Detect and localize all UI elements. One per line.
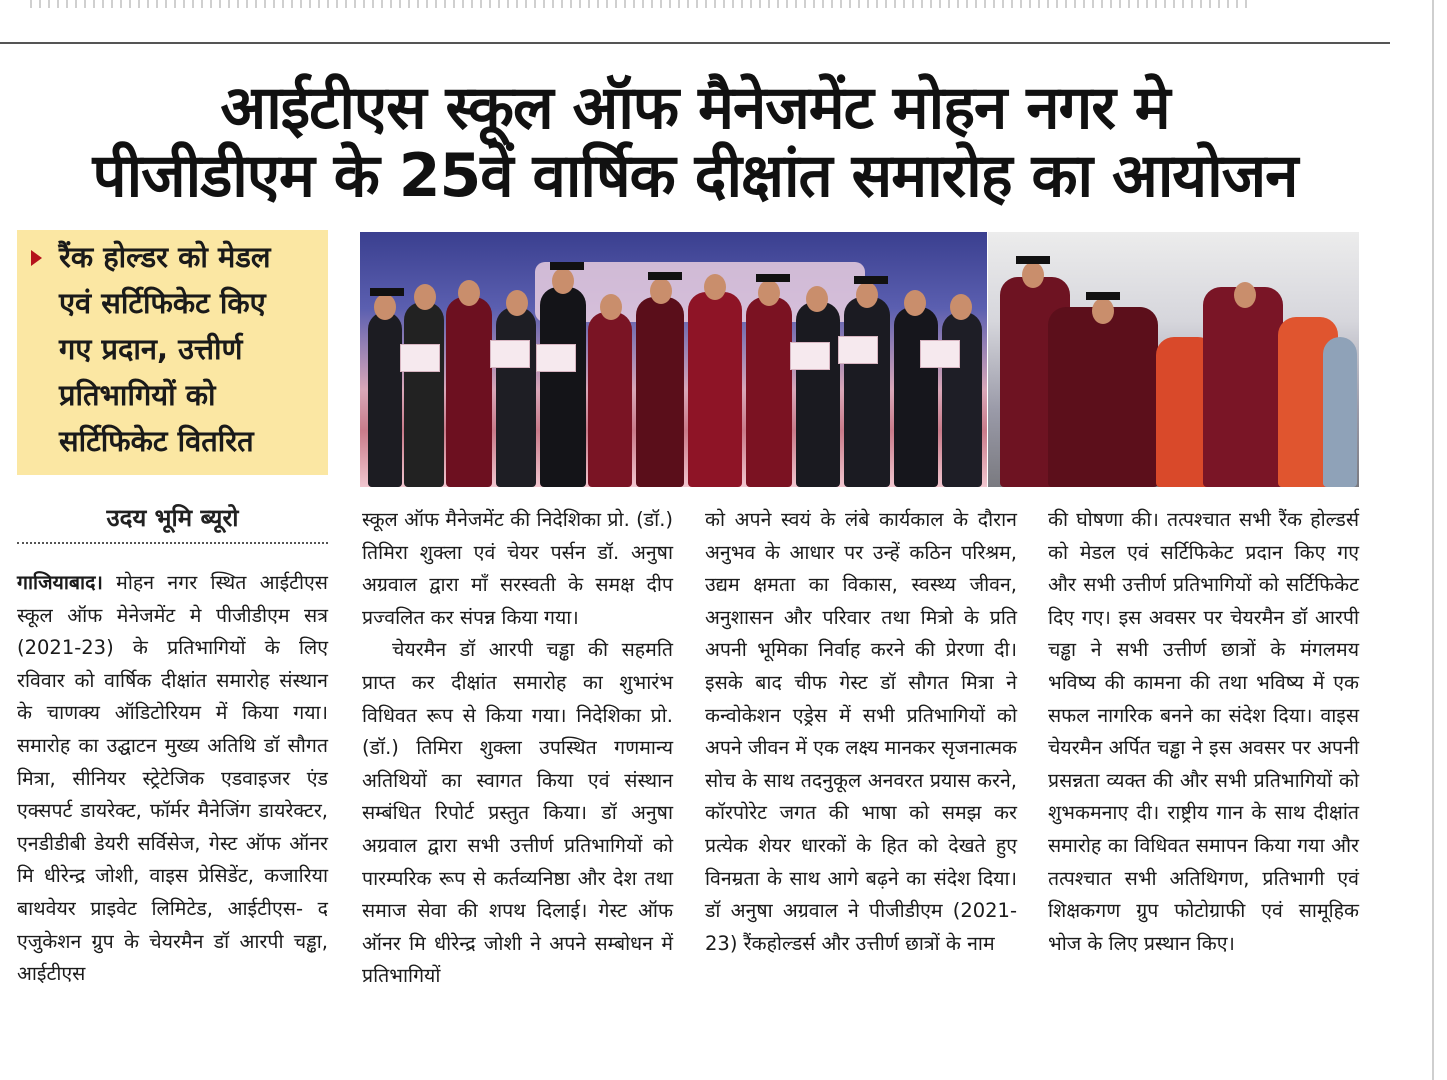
- graduate-figure: [942, 312, 982, 487]
- graduate-figure: [844, 297, 890, 487]
- graduate-head: [458, 280, 480, 306]
- graduation-cap: [370, 288, 404, 296]
- byline-block: [17, 500, 328, 544]
- column-text: मोहन नगर स्थित आईटीएस स्कूल ऑफ मेनेजमेंट मे पीजीडीएम सत्र (2021-23) के प्रतिभागियों के लिए रविवार को वार्षिक दीक्षांत समारोह संस्थान के चाणक्य ऑडिटोरियम में किया गया। समारोह का उद्घाटन मुख्य अतिथि डॉ सौगत मित्रा, सीनियर स्ट्रेटेजिक एडवाइजर एंड एक्सपर्ट डायरेक्ट, फॉर्मर मैनेजिंग डायरेक्टर, एनडीडीबी डेयरी सर्विसेज, गेस्ट ऑफ ऑनर मि धीरेन्द्र जोशी, वाइस प्रेसिडेंट, कजारिया बाथवेयर प्राइवेट लिमिटेड, आईटीएस- द एजुकेशन ग्रुप के चेयरमैन डॉ आरपी चड्ढा, आईटीएस: [17, 571, 328, 986]
- procession-head: [1022, 262, 1044, 288]
- graduate-head: [552, 268, 574, 294]
- highlight-box: [17, 230, 328, 475]
- previous-page-text-strip: [30, 0, 1250, 8]
- procession-figure: [1048, 307, 1158, 487]
- certificate: [838, 336, 878, 364]
- highlight-line: प्रतिभागियों को: [59, 378, 216, 412]
- graduate-head: [758, 280, 780, 306]
- certificate: [536, 344, 576, 372]
- convocation-procession-photo: [988, 232, 1359, 487]
- highlight-line: रैंक होल्डर को मेडल: [59, 240, 271, 274]
- graduate-figure: [446, 297, 492, 487]
- graduate-head: [904, 290, 926, 316]
- graduate-figure: [540, 287, 586, 487]
- column-paragraph: चेयरमैन डॉ आरपी चड्ढा की सहमति प्राप्त कर दीक्षांत समारोह का शुभारंभ विधिवत रूप से किया गया। निदेशिका प्रो. (डॉ.) तिमिरा शुक्ला उपस्थित गणमान्य अतिथियों का स्वागत किया एवं संस्थान सम्बंधित रिपोर्ट प्रस्तुत किया। डॉ अनुषा अग्रवाल द्वारा सभी उत्तीर्ण प्रतिभागियों को पारम्परिक रूप से कर्तव्यनिष्ठा और देश तथा समाज सेवा की शपथ दिलाई। गेस्ट ऑफ ऑनर मि धीरेन्द्र जोशी ने अपने सम्बोधन में प्रतिभागियों: [362, 638, 673, 988]
- column-paragraph: स्कूल ऑफ मैनेजमेंट की निदेशिका प्रो. (डॉ.) तिमिरा शुक्ला एवं चेयर पर्सन डॉ. अनुषा अग्रवाल द्वारा माँ सरस्वती के समक्ष दीप प्रज्वलित कर संपन्न किया गया।: [362, 508, 673, 629]
- graduate-head: [600, 294, 622, 320]
- graduate-figure: [404, 302, 444, 487]
- graduate-head: [856, 282, 878, 308]
- highlight-line: सर्टिफिकेट वितरित: [59, 424, 254, 458]
- graduation-cap: [550, 262, 584, 270]
- article-column-2: [362, 504, 673, 993]
- article-column-1: [17, 567, 328, 991]
- certificate: [790, 342, 830, 370]
- graduate-figure: [588, 312, 632, 487]
- graduate-figure: [796, 302, 840, 487]
- article-column-3: [705, 504, 1017, 960]
- graduate-head: [374, 294, 396, 320]
- graduate-head: [506, 290, 528, 316]
- headline-line-2: पीजीडीएम के 25वें वार्षिक दीक्षांत समारोह का आयोजन: [92, 141, 1298, 211]
- article-column-4: [1048, 504, 1359, 960]
- graduation-cap: [1016, 256, 1050, 264]
- header-rule: [0, 42, 1390, 44]
- headline: [0, 74, 1390, 210]
- page-edge-line: [1432, 0, 1434, 1080]
- procession-head: [1092, 298, 1114, 324]
- byline-divider: [17, 542, 328, 544]
- graduation-cap: [648, 272, 682, 280]
- triangle-bullet-icon: [31, 250, 42, 266]
- graduate-head: [950, 294, 972, 320]
- certificate: [490, 340, 530, 368]
- graduation-cap: [1086, 292, 1120, 300]
- graduate-figure: [746, 297, 792, 487]
- column-paragraph: को अपने स्वयं के लंबे कार्यकाल के दौरान अनुभव के आधार पर उन्हें कठिन परिश्रम, उद्यम क्षमता का विकास, स्वस्थ्य जीवन, अनुशासन और परिवार तथा मित्रो के प्रति अपनी भूमिका निर्वाह करने की प्रेरणा दी। इसके बाद चीफ गेस्ट डॉ सौगत मित्रा ने कन्वोकेशन एड्रेस में सभी प्रतिभागियों को अपने जीवन में एक लक्ष्य मानकर सृजनात्मक सोच के साथ तदनुकूल अनवरत प्रयास करने, कॉरपोरेट जगत की भाषा को समझ कर प्रत्येक शेयर धारकों के हित को देखते हुए विनम्रता के साथ आगे बढ़ने का संदेश दिया। डॉ अनुषा अग्रवाल ने पीजीडीएम (2021-23) रैंकहोल्डर्स और उत्तीर्ण छात्रों के नाम: [705, 508, 1017, 955]
- graduate-figure: [368, 312, 402, 487]
- byline: उदय भूमि ब्यूरो: [106, 504, 239, 532]
- graduation-cap: [854, 276, 888, 284]
- graduation-cap: [756, 274, 790, 282]
- convocation-group-photo: [360, 232, 987, 487]
- graduate-head: [414, 284, 436, 310]
- procession-figure: [1323, 337, 1357, 487]
- procession-figure: [1203, 287, 1283, 487]
- headline-line-1: आईटीएस स्कूल ऑफ मैनेजमेंट मोहन नगर मे: [220, 73, 1170, 143]
- graduate-head: [704, 274, 726, 300]
- graduate-figure: [688, 292, 742, 487]
- highlight-line: एवं सर्टिफिकेट किए: [59, 286, 266, 320]
- graduate-figure: [636, 297, 684, 487]
- graduate-figure: [496, 307, 536, 487]
- graduate-head: [806, 286, 828, 312]
- graduate-figure: [894, 307, 938, 487]
- column-paragraph: की घोषणा की। तत्पश्चात सभी रैंक होल्डर्स को मेडल एवं सर्टिफिकेट प्रदान किए गए और सभी उत्तीर्ण प्रतिभागियों को सर्टिफिकेट दिए गए। इस अवसर पर चेयरमैन डॉ आरपी चड्ढा ने सभी उत्तीर्ण छात्रों के मंगलमय भविष्य की कामना की तथा भविष्य में एक सफल नागरिक बनने का संदेश दिया। वाइस चेयरमैन अर्पित चड्ढा ने इस अवसर पर अपनी प्रसन्नता व्यक्त की और सभी प्रतिभागियों को शुभकमनाए दी। राष्ट्रीय गान के साथ दीक्षांत समारोह का विधिवत समापन किया गया और तत्पश्चात सभी अतिथिगण, प्रतिभागी एवं शिक्षकगण ग्रुप फोटोग्राफी एवं सामूहिक भोज के लिए प्रस्थान किए।: [1048, 508, 1359, 955]
- graduate-head: [650, 278, 672, 304]
- certificate: [400, 344, 440, 372]
- certificate: [920, 340, 960, 368]
- highlight-line: गए प्रदान, उत्तीर्ण: [59, 332, 243, 366]
- dateline: गाजियाबाद।: [17, 571, 103, 594]
- procession-head: [1234, 282, 1256, 308]
